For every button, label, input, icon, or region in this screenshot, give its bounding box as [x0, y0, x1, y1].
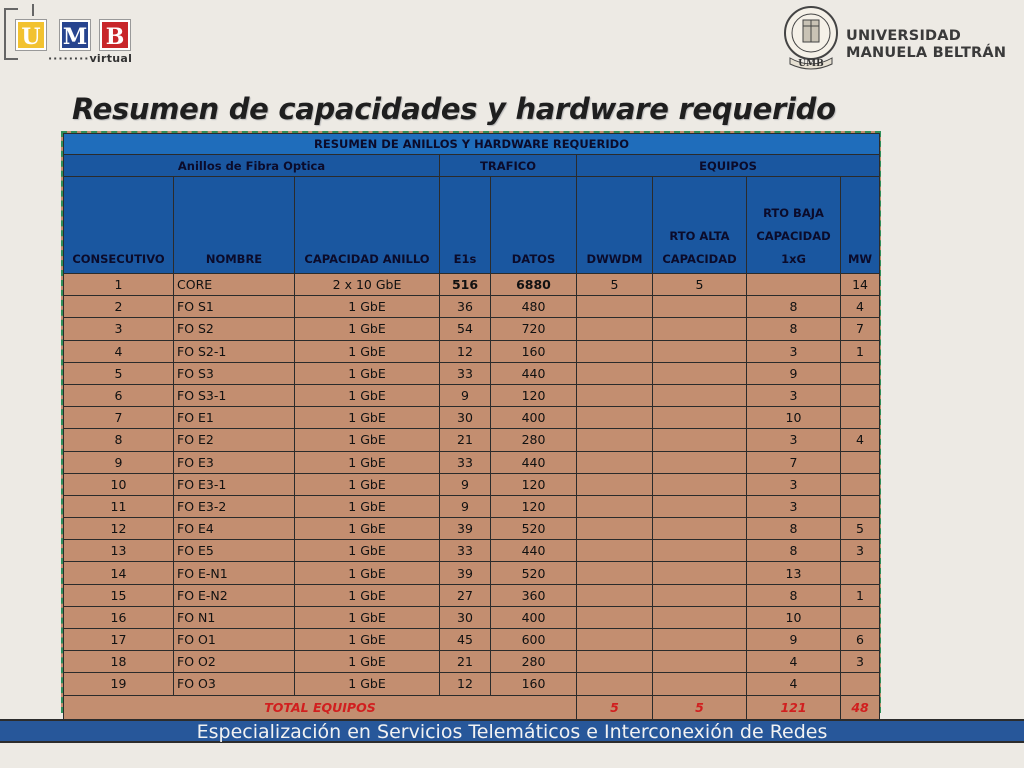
col-rto-alta-line2: CAPACIDAD	[662, 252, 737, 266]
cell-rto-alta	[653, 584, 747, 606]
cell-e1s: 21	[440, 429, 491, 451]
total-rto-alta: 5	[653, 695, 747, 719]
cell-capacidad: 1 GbE	[295, 451, 440, 473]
cell-rto-alta	[653, 296, 747, 318]
university-name-line2: MANUELA BELTRÁN	[846, 45, 1007, 61]
cell-rto-baja: 8	[747, 540, 841, 562]
col-rto-baja-line1: RTO BAJA	[763, 206, 824, 220]
table-row	[64, 384, 880, 406]
cell-mw: 3	[841, 540, 880, 562]
cell-rto-baja: 3	[747, 340, 841, 362]
cell-e1s: 45	[440, 629, 491, 651]
cell-rto-baja	[747, 274, 841, 296]
cell-rto-baja: 10	[747, 407, 841, 429]
cell-capacidad: 1 GbE	[295, 540, 440, 562]
table-row	[64, 651, 880, 673]
cell-datos: 280	[491, 429, 577, 451]
cell-rto-baja: 7	[747, 451, 841, 473]
cell-nombre: CORE	[174, 274, 295, 296]
col-capacidad-anillo: CAPACIDAD ANILLO	[295, 177, 440, 274]
cell-capacidad: 1 GbE	[295, 651, 440, 673]
cell-nombre: FO S3-1	[174, 384, 295, 406]
cell-nombre: FO E4	[174, 518, 295, 540]
cell-rto-baja: 8	[747, 296, 841, 318]
cell-rto-alta	[653, 673, 747, 695]
total-mw: 48	[841, 695, 880, 719]
col-consecutivo: CONSECUTIVO	[64, 177, 174, 274]
col-datos: DATOS	[491, 177, 577, 274]
cell-nombre: FO S2	[174, 318, 295, 340]
cell-dwwdm	[577, 473, 653, 495]
cell-rto-baja: 3	[747, 495, 841, 517]
cell-capacidad: 2 x 10 GbE	[295, 274, 440, 296]
cell-e1s: 9	[440, 384, 491, 406]
cell-rto-alta	[653, 318, 747, 340]
cell-datos: 280	[491, 651, 577, 673]
cell-dwwdm	[577, 518, 653, 540]
cell-rto-alta: 5	[653, 274, 747, 296]
col-nombre: NOMBRE	[174, 177, 295, 274]
cell-e1s: 39	[440, 562, 491, 584]
cell-mw: 5	[841, 518, 880, 540]
cell-capacidad: 1 GbE	[295, 296, 440, 318]
cell-nombre: FO S3	[174, 362, 295, 384]
cell-dwwdm	[577, 451, 653, 473]
cell-capacidad: 1 GbE	[295, 362, 440, 384]
svg-text:UMB: UMB	[798, 59, 824, 69]
cell-mw	[841, 362, 880, 384]
cell-e1s: 33	[440, 451, 491, 473]
col-rto-alta-line1: RTO ALTA	[669, 229, 730, 243]
col-rto-alta	[653, 177, 747, 274]
cell-rto-baja: 3	[747, 384, 841, 406]
cell-dwwdm: 5	[577, 274, 653, 296]
cell-datos: 400	[491, 606, 577, 628]
cell-nombre: FO E2	[174, 429, 295, 451]
cell-capacidad: 1 GbE	[295, 473, 440, 495]
cell-mw	[841, 384, 880, 406]
total-row	[64, 695, 880, 719]
col-mw: MW	[841, 177, 880, 274]
cell-rto-baja: 8	[747, 318, 841, 340]
table-row	[64, 673, 880, 695]
cell-rto-alta	[653, 495, 747, 517]
cell-capacidad: 1 GbE	[295, 429, 440, 451]
cell-datos: 720	[491, 318, 577, 340]
table-row	[64, 518, 880, 540]
cell-consecutivo: 5	[64, 362, 174, 384]
logo-frame-line	[32, 4, 34, 16]
footer-bar: Especialización en Servicios Telemáticos e Interconexión de Redes	[0, 719, 1024, 743]
cell-consecutivo: 17	[64, 629, 174, 651]
cell-rto-baja: 9	[747, 629, 841, 651]
cell-capacidad: 1 GbE	[295, 562, 440, 584]
slide-title: Resumen de capacidades y hardware requerido	[72, 92, 836, 126]
cell-datos: 440	[491, 451, 577, 473]
cell-consecutivo: 8	[64, 429, 174, 451]
cell-e1s: 36	[440, 296, 491, 318]
cell-dwwdm	[577, 340, 653, 362]
cell-capacidad: 1 GbE	[295, 495, 440, 517]
cell-datos: 520	[491, 518, 577, 540]
cell-e1s: 12	[440, 673, 491, 695]
cell-rto-baja: 10	[747, 606, 841, 628]
table-row	[64, 407, 880, 429]
cell-rto-baja: 4	[747, 651, 841, 673]
cell-dwwdm	[577, 629, 653, 651]
table-row	[64, 362, 880, 384]
cell-nombre: FO O3	[174, 673, 295, 695]
cell-consecutivo: 16	[64, 606, 174, 628]
cell-rto-alta	[653, 651, 747, 673]
total-rto-baja: 121	[747, 695, 841, 719]
university-logo	[780, 2, 1020, 80]
university-name	[846, 28, 1006, 62]
cell-nombre: FO E5	[174, 540, 295, 562]
logo-letter-u: U	[16, 20, 46, 50]
col-rto-baja-line3: 1xG	[781, 252, 806, 266]
logo-letter-b: B	[100, 20, 130, 50]
table-row	[64, 562, 880, 584]
table-row	[64, 473, 880, 495]
cell-dwwdm	[577, 540, 653, 562]
cell-dwwdm	[577, 673, 653, 695]
cell-consecutivo: 13	[64, 540, 174, 562]
logo-letter-m: M	[60, 20, 90, 50]
table-row	[64, 451, 880, 473]
table-row	[64, 274, 880, 296]
cell-rto-baja: 4	[747, 673, 841, 695]
cell-mw: 4	[841, 296, 880, 318]
table-row	[64, 540, 880, 562]
cell-consecutivo: 18	[64, 651, 174, 673]
cell-nombre: FO E-N1	[174, 562, 295, 584]
cell-rto-alta	[653, 451, 747, 473]
cell-e1s: 39	[440, 518, 491, 540]
group-equipos: EQUIPOS	[577, 155, 880, 177]
cell-consecutivo: 4	[64, 340, 174, 362]
cell-datos: 480	[491, 296, 577, 318]
cell-capacidad: 1 GbE	[295, 629, 440, 651]
university-seal-icon	[782, 4, 840, 70]
cell-rto-baja: 8	[747, 518, 841, 540]
cell-nombre: FO E3	[174, 451, 295, 473]
cell-dwwdm	[577, 651, 653, 673]
cell-e1s: 33	[440, 540, 491, 562]
summary-table	[63, 133, 880, 720]
cell-capacidad: 1 GbE	[295, 606, 440, 628]
cell-e1s: 9	[440, 495, 491, 517]
cell-datos: 360	[491, 584, 577, 606]
col-dwwdm: DWWDM	[577, 177, 653, 274]
cell-mw: 1	[841, 584, 880, 606]
cell-rto-alta	[653, 606, 747, 628]
cell-e1s: 9	[440, 473, 491, 495]
cell-rto-alta	[653, 473, 747, 495]
cell-datos: 600	[491, 629, 577, 651]
cell-nombre: FO S2-1	[174, 340, 295, 362]
cell-dwwdm	[577, 362, 653, 384]
cell-mw: 7	[841, 318, 880, 340]
cell-rto-alta	[653, 340, 747, 362]
table-row	[64, 606, 880, 628]
cell-dwwdm	[577, 429, 653, 451]
cell-capacidad: 1 GbE	[295, 584, 440, 606]
university-name-line1: UNIVERSIDAD	[846, 28, 961, 44]
cell-consecutivo: 7	[64, 407, 174, 429]
cell-nombre: FO O2	[174, 651, 295, 673]
cell-mw: 4	[841, 429, 880, 451]
cell-nombre: FO E-N2	[174, 584, 295, 606]
cell-mw	[841, 562, 880, 584]
cell-mw: 6	[841, 629, 880, 651]
cell-datos: 520	[491, 562, 577, 584]
cell-rto-baja: 3	[747, 473, 841, 495]
cell-consecutivo: 14	[64, 562, 174, 584]
cell-dwwdm	[577, 407, 653, 429]
cell-consecutivo: 12	[64, 518, 174, 540]
cell-mw	[841, 473, 880, 495]
cell-rto-alta	[653, 629, 747, 651]
group-trafico: TRAFICO	[440, 155, 577, 177]
cell-nombre: FO E3-1	[174, 473, 295, 495]
cell-consecutivo: 9	[64, 451, 174, 473]
cell-e1s: 30	[440, 407, 491, 429]
cell-rto-alta	[653, 362, 747, 384]
cell-datos: 120	[491, 495, 577, 517]
cell-mw: 1	[841, 340, 880, 362]
cell-dwwdm	[577, 606, 653, 628]
cell-capacidad: 1 GbE	[295, 407, 440, 429]
table-row	[64, 318, 880, 340]
cell-e1s: 27	[440, 584, 491, 606]
cell-rto-alta	[653, 407, 747, 429]
cell-nombre: FO S1	[174, 296, 295, 318]
table-row	[64, 629, 880, 651]
cell-rto-baja: 9	[747, 362, 841, 384]
col-rto-baja	[747, 177, 841, 274]
group-anillos: Anillos de Fibra Optica	[64, 155, 440, 177]
cell-capacidad: 1 GbE	[295, 384, 440, 406]
cell-consecutivo: 11	[64, 495, 174, 517]
table-row	[64, 296, 880, 318]
cell-mw	[841, 451, 880, 473]
cell-mw	[841, 495, 880, 517]
cell-e1s: 33	[440, 362, 491, 384]
cell-capacidad: 1 GbE	[295, 340, 440, 362]
table-row	[64, 340, 880, 362]
cell-datos: 440	[491, 362, 577, 384]
cell-datos: 160	[491, 673, 577, 695]
table-caption: RESUMEN DE ANILLOS Y HARDWARE REQUERIDO	[64, 134, 880, 155]
col-e1s: E1s	[440, 177, 491, 274]
cell-capacidad: 1 GbE	[295, 518, 440, 540]
total-label: TOTAL EQUIPOS	[64, 695, 577, 719]
cell-consecutivo: 1	[64, 274, 174, 296]
cell-dwwdm	[577, 495, 653, 517]
table-row	[64, 584, 880, 606]
cell-consecutivo: 6	[64, 384, 174, 406]
table-row	[64, 495, 880, 517]
cell-dwwdm	[577, 562, 653, 584]
cell-nombre: FO E1	[174, 407, 295, 429]
cell-rto-baja: 3	[747, 429, 841, 451]
cell-e1s: 30	[440, 606, 491, 628]
cell-datos: 120	[491, 384, 577, 406]
cell-rto-alta	[653, 562, 747, 584]
cell-mw: 14	[841, 274, 880, 296]
cell-mw: 3	[841, 651, 880, 673]
total-dwwdm: 5	[577, 695, 653, 719]
cell-e1s: 54	[440, 318, 491, 340]
cell-rto-alta	[653, 518, 747, 540]
cell-rto-alta	[653, 384, 747, 406]
cell-rto-alta	[653, 429, 747, 451]
cell-consecutivo: 3	[64, 318, 174, 340]
cell-consecutivo: 15	[64, 584, 174, 606]
cell-mw	[841, 606, 880, 628]
cell-rto-baja: 13	[747, 562, 841, 584]
cell-datos: 120	[491, 473, 577, 495]
cell-e1s: 21	[440, 651, 491, 673]
col-rto-baja-line2: CAPACIDAD	[756, 229, 831, 243]
table-row	[64, 429, 880, 451]
cell-nombre: FO E3-2	[174, 495, 295, 517]
cell-capacidad: 1 GbE	[295, 318, 440, 340]
cell-consecutivo: 2	[64, 296, 174, 318]
cell-datos: 6880	[491, 274, 577, 296]
cell-rto-alta	[653, 540, 747, 562]
cell-consecutivo: 10	[64, 473, 174, 495]
cell-e1s: 516	[440, 274, 491, 296]
cell-nombre: FO N1	[174, 606, 295, 628]
cell-nombre: FO O1	[174, 629, 295, 651]
cell-mw	[841, 407, 880, 429]
cell-rto-baja: 8	[747, 584, 841, 606]
cell-dwwdm	[577, 584, 653, 606]
cell-e1s: 12	[440, 340, 491, 362]
cell-datos: 440	[491, 540, 577, 562]
umb-virtual-logo	[4, 2, 144, 66]
cell-mw	[841, 673, 880, 695]
cell-dwwdm	[577, 318, 653, 340]
cell-datos: 160	[491, 340, 577, 362]
table-body	[64, 274, 880, 696]
logo-subtitle: ········virtual	[48, 52, 133, 65]
cell-dwwdm	[577, 296, 653, 318]
cell-datos: 400	[491, 407, 577, 429]
cell-consecutivo: 19	[64, 673, 174, 695]
summary-table-container	[61, 131, 881, 713]
cell-dwwdm	[577, 384, 653, 406]
cell-capacidad: 1 GbE	[295, 673, 440, 695]
